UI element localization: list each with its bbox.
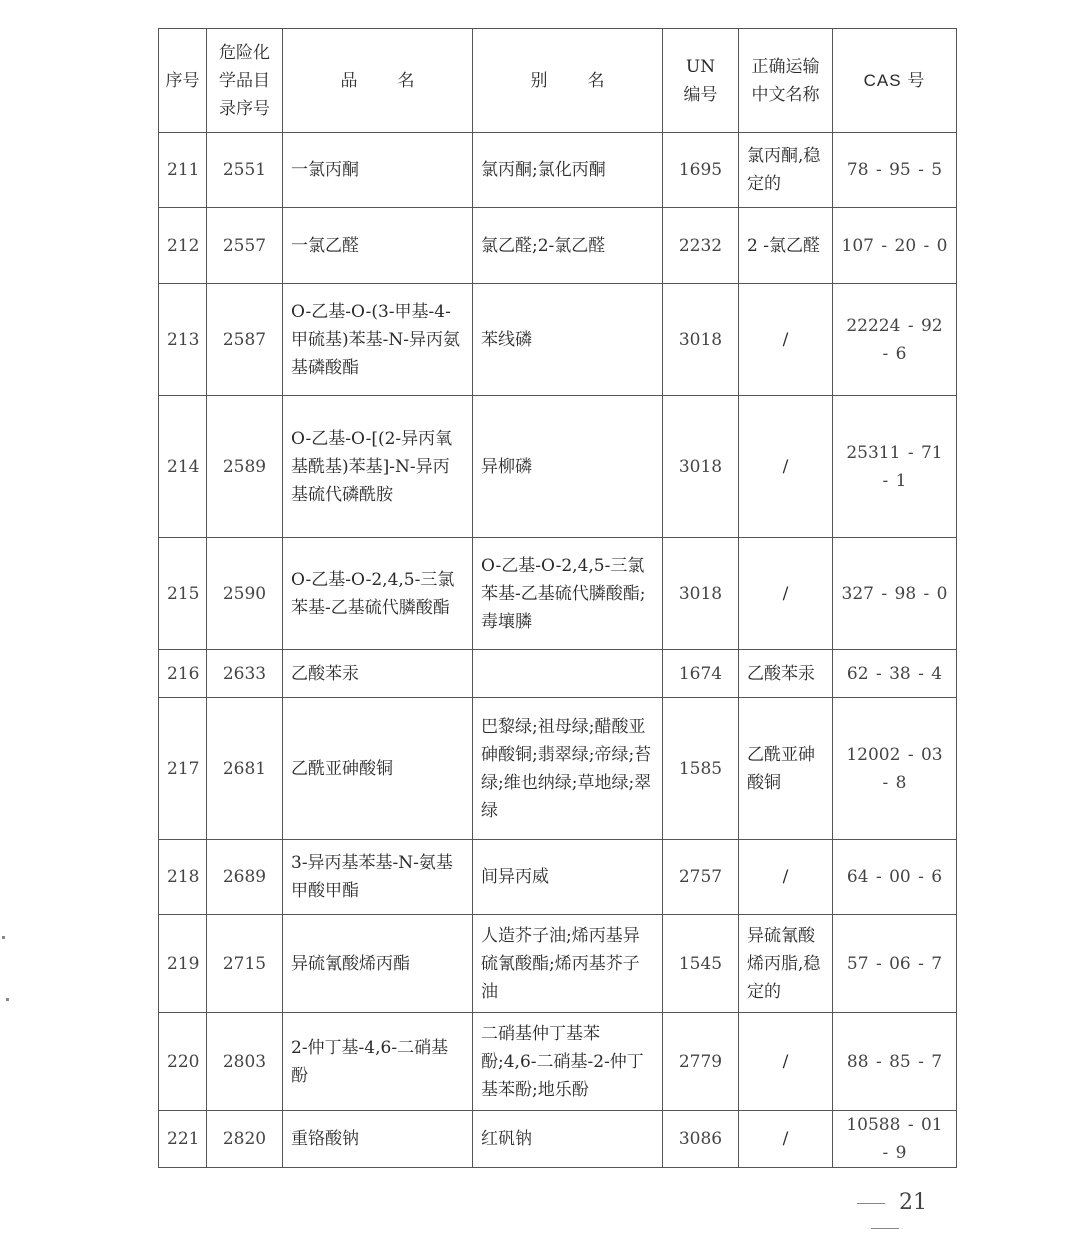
cell-catalog: 2589 bbox=[207, 396, 283, 538]
cell-seq: 221 bbox=[159, 1111, 207, 1168]
table-row bbox=[159, 840, 957, 915]
cell-seq: 215 bbox=[159, 538, 207, 650]
table-row bbox=[159, 396, 957, 538]
cell-cas: 12002 - 03 - 8 bbox=[833, 698, 957, 840]
footer-dash-left bbox=[857, 1203, 885, 1204]
cell-name: 异硫氰酸烯丙酯 bbox=[283, 915, 473, 1013]
cell-alias: 异柳磷 bbox=[473, 396, 663, 538]
cell-cas: 57 - 06 - 7 bbox=[833, 915, 957, 1013]
cell-catalog: 2587 bbox=[207, 284, 283, 396]
cell-alias: 红矾钠 bbox=[473, 1111, 663, 1168]
page-number: 21 bbox=[899, 1190, 927, 1215]
cell-catalog: 2633 bbox=[207, 650, 283, 698]
cell-un: 3018 bbox=[663, 284, 739, 396]
cell-name: 乙酰亚砷酸铜 bbox=[283, 698, 473, 840]
cell-catalog: 2681 bbox=[207, 698, 283, 840]
cell-name: 乙酸苯汞 bbox=[283, 650, 473, 698]
cell-un: 3018 bbox=[663, 538, 739, 650]
margin-mark bbox=[6, 998, 9, 1001]
cell-un: 2779 bbox=[663, 1013, 739, 1111]
cell-un: 1545 bbox=[663, 915, 739, 1013]
cell-alias bbox=[473, 650, 663, 698]
cell-alias: 苯线磷 bbox=[473, 284, 663, 396]
cell-catalog: 2803 bbox=[207, 1013, 283, 1111]
cell-catalog: 2551 bbox=[207, 133, 283, 208]
cell-shipping: / bbox=[739, 1013, 833, 1111]
table-row bbox=[159, 208, 957, 284]
cell-shipping: / bbox=[739, 284, 833, 396]
cell-alias: 二硝基仲丁基苯酚;4,6-二硝基-2-仲丁基苯酚;地乐酚 bbox=[473, 1013, 663, 1111]
page-footer bbox=[820, 1190, 950, 1240]
cell-shipping: / bbox=[739, 396, 833, 538]
header-alias: 别名 bbox=[473, 29, 663, 133]
cell-alias: 人造芥子油;烯丙基异硫氰酸酯;烯丙基芥子油 bbox=[473, 915, 663, 1013]
cell-seq: 214 bbox=[159, 396, 207, 538]
cell-seq: 220 bbox=[159, 1013, 207, 1111]
cell-catalog: 2820 bbox=[207, 1111, 283, 1168]
cell-name: 重铬酸钠 bbox=[283, 1111, 473, 1168]
table-header-row bbox=[159, 29, 957, 133]
cell-name: 一氯乙醛 bbox=[283, 208, 473, 284]
cell-alias: 氯丙酮;氯化丙酮 bbox=[473, 133, 663, 208]
table-row bbox=[159, 650, 957, 698]
cell-alias: 氯乙醛;2-氯乙醛 bbox=[473, 208, 663, 284]
cell-name: 3-异丙基苯基-N-氨基甲酸甲酯 bbox=[283, 840, 473, 915]
cell-alias: 巴黎绿;祖母绿;醋酸亚砷酸铜;翡翠绿;帝绿;苔绿;维也纳绿;草地绿;翠绿 bbox=[473, 698, 663, 840]
header-cas: CAS 号 bbox=[833, 29, 957, 133]
table-row bbox=[159, 915, 957, 1013]
cell-alias: O-乙基-O-2,4,5-三氯苯基-乙基硫代膦酸酯;毒壤膦 bbox=[473, 538, 663, 650]
table-row bbox=[159, 133, 957, 208]
cell-un: 1674 bbox=[663, 650, 739, 698]
header-catalog-number: 危险化学品目录序号 bbox=[207, 29, 283, 133]
cell-catalog: 2715 bbox=[207, 915, 283, 1013]
cell-seq: 213 bbox=[159, 284, 207, 396]
cell-un: 3018 bbox=[663, 396, 739, 538]
cell-cas: 62 - 38 - 4 bbox=[833, 650, 957, 698]
cell-seq: 219 bbox=[159, 915, 207, 1013]
cell-cas: 25311 - 71 - 1 bbox=[833, 396, 957, 538]
cell-shipping: / bbox=[739, 840, 833, 915]
header-seq: 序号 bbox=[159, 29, 207, 133]
cell-seq: 212 bbox=[159, 208, 207, 284]
table-row bbox=[159, 284, 957, 396]
cell-catalog: 2557 bbox=[207, 208, 283, 284]
cell-seq: 217 bbox=[159, 698, 207, 840]
cell-un: 2757 bbox=[663, 840, 739, 915]
cell-un: 1585 bbox=[663, 698, 739, 840]
cell-un: 1695 bbox=[663, 133, 739, 208]
header-name: 品名 bbox=[283, 29, 473, 133]
cell-seq: 218 bbox=[159, 840, 207, 915]
cell-catalog: 2689 bbox=[207, 840, 283, 915]
cell-name: 一氯丙酮 bbox=[283, 133, 473, 208]
hazardous-chemicals-table bbox=[158, 28, 957, 1168]
cell-shipping: / bbox=[739, 1111, 833, 1168]
table-row bbox=[159, 538, 957, 650]
cell-cas: 107 - 20 - 0 bbox=[833, 208, 957, 284]
cell-un: 2232 bbox=[663, 208, 739, 284]
cell-shipping: / bbox=[739, 538, 833, 650]
cell-shipping: 乙酸苯汞 bbox=[739, 650, 833, 698]
cell-cas: 64 - 00 - 6 bbox=[833, 840, 957, 915]
cell-cas: 22224 - 92 - 6 bbox=[833, 284, 957, 396]
cell-name: O-乙基-O-(3-甲基-4-甲硫基)苯基-N-异丙氨基磷酸酯 bbox=[283, 284, 473, 396]
cell-cas: 88 - 85 - 7 bbox=[833, 1013, 957, 1111]
cell-seq: 216 bbox=[159, 650, 207, 698]
table-row bbox=[159, 1013, 957, 1111]
cell-shipping: 乙酰亚砷酸铜 bbox=[739, 698, 833, 840]
cell-alias: 间异丙威 bbox=[473, 840, 663, 915]
cell-catalog: 2590 bbox=[207, 538, 283, 650]
table-row bbox=[159, 698, 957, 840]
header-shipping-name: 正确运输中文名称 bbox=[739, 29, 833, 133]
cell-cas: 327 - 98 - 0 bbox=[833, 538, 957, 650]
cell-cas: 10588 - 01 - 9 bbox=[833, 1111, 957, 1168]
cell-seq: 211 bbox=[159, 133, 207, 208]
table-row bbox=[159, 1111, 957, 1168]
cell-shipping: 2 -氯乙醛 bbox=[739, 208, 833, 284]
cell-cas: 78 - 95 - 5 bbox=[833, 133, 957, 208]
cell-name: O-乙基-O-2,4,5-三氯苯基-乙基硫代膦酸酯 bbox=[283, 538, 473, 650]
cell-name: 2-仲丁基-4,6-二硝基酚 bbox=[283, 1013, 473, 1111]
cell-shipping: 异硫氰酸烯丙脂,稳定的 bbox=[739, 915, 833, 1013]
cell-un: 3086 bbox=[663, 1111, 739, 1168]
header-un-number: UN编号 bbox=[663, 29, 739, 133]
cell-shipping: 氯丙酮,稳定的 bbox=[739, 133, 833, 208]
margin-mark bbox=[2, 936, 5, 939]
cell-name: O-乙基-O-[(2-异丙氧基酰基)苯基]-N-异丙基硫代磷酰胺 bbox=[283, 396, 473, 538]
